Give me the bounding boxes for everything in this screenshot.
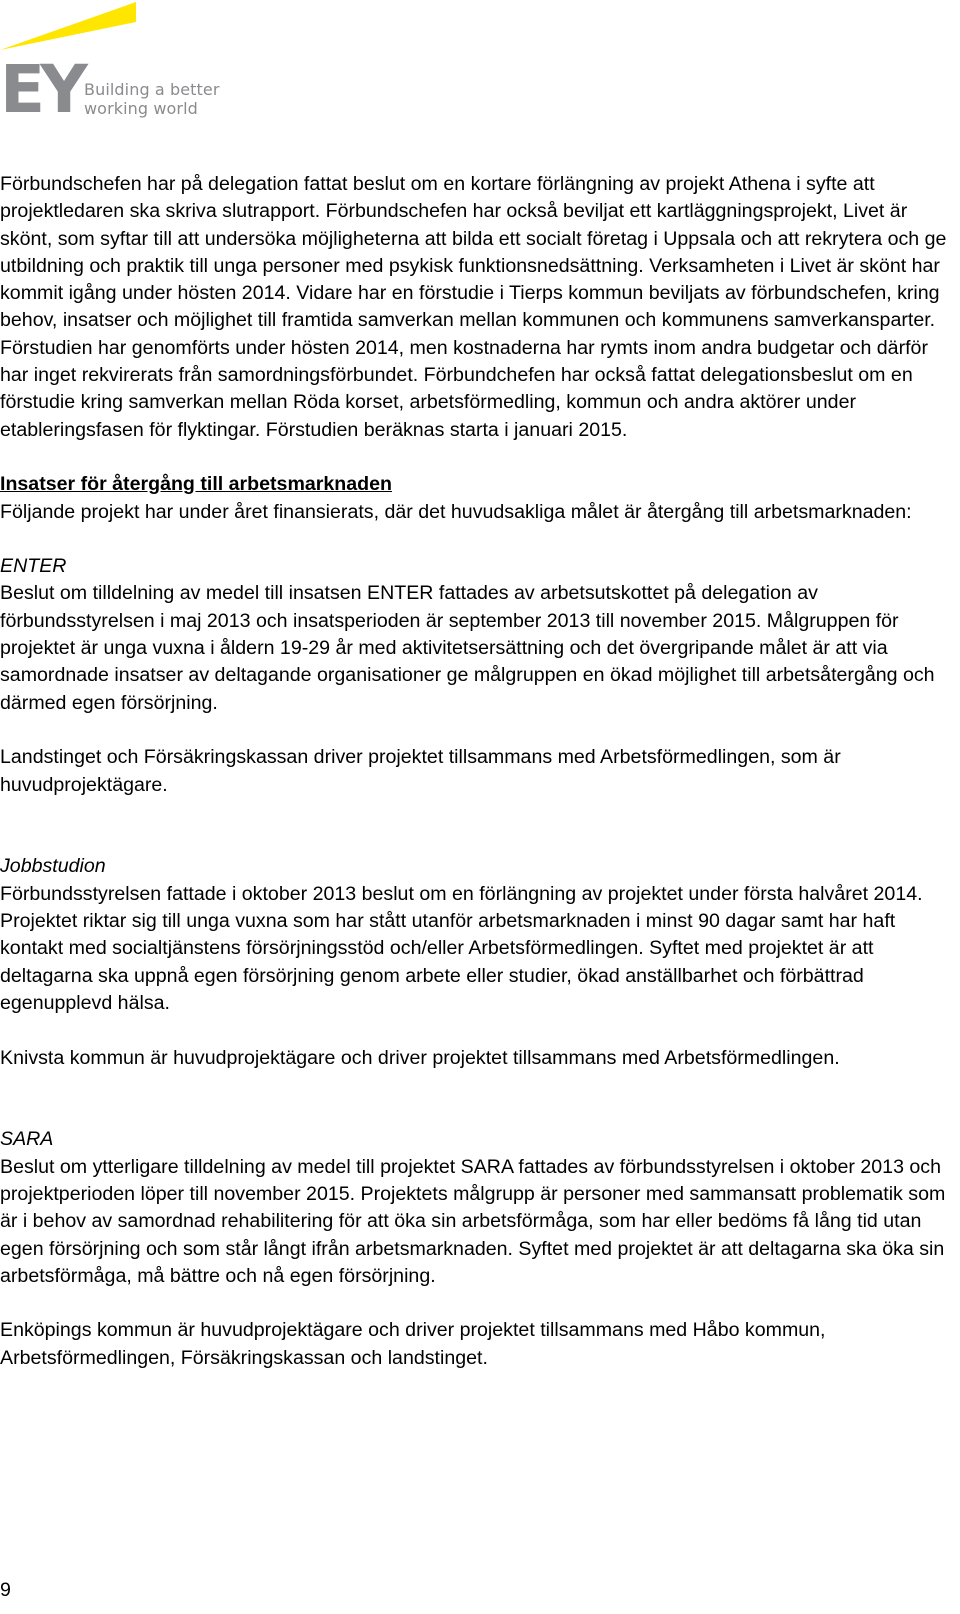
spacer	[0, 717, 950, 744]
jobbstudion-paragraph-1: Förbundsstyrelsen fattade i oktober 2013 beslut om en förlängning av projektet under första halvåret 2014. Projektet riktar sig till unga vuxna som har stått utanför arbetsmarknaden i minst 90 dagar samt har haft kontakt med socialtjänstens försörjningsstöd och/eller Arbetsförmedlingen. Syftet med projektet är att deltagarna ska uppnå egen försörjning genom arbete eller studier, ökad anställbarhet och förbättrad egenupplevd hälsa.	[0, 882, 923, 1014]
section-heading: Insatser för återgång till arbetsmarknaden	[0, 473, 392, 496]
sara-paragraph-2: Enköpings kommun är huvudprojektägare och driver projektet tillsammans med Håbo kommun, Arbetsförmedlingen, Försäkringskassan och landstinget.	[0, 1319, 826, 1369]
spacer	[0, 799, 950, 854]
ey-logo	[0, 0, 240, 125]
ey-logo-tagline	[84, 80, 220, 118]
document-body	[0, 171, 950, 1372]
spacer	[0, 1290, 950, 1317]
jobbstudion-paragraph-2: Knivsta kommun är huvudprojektägare och driver projektet tillsammans med Arbetsförmedlingen.	[0, 1046, 840, 1069]
spacer	[0, 1017, 950, 1044]
enter-paragraph-1: Beslut om tilldelning av medel till insatsen ENTER fattades av arbetsutskottet på delegation av förbundsstyrelsen i maj 2013 och insatsperioden är september 2013 till november 2015. Målgruppen för projektet är unga vuxna i åldern 19-29 år med aktivitetsersättning och det övergripande målet är att via samordnade insatser av deltagande organisationer ge målgruppen en ökad möjlighet till arbetsåtergång och därmed egen försörjning.	[0, 582, 935, 714]
spacer	[0, 444, 950, 471]
section-intro: Följande projekt har under året finansierats, där det huvudsakliga målet är återgång till arbetsmarknaden:	[0, 500, 912, 523]
enter-paragraph-2: Landstinget och Försäkringskassan driver projektet tillsammans med Arbetsförmedlingen, som är huvudprojektägare.	[0, 746, 841, 796]
ey-tagline-line2: working world	[84, 99, 198, 118]
enter-title: ENTER	[0, 555, 67, 578]
spacer	[0, 526, 950, 553]
ey-logo-beam	[0, 2, 136, 50]
page-number: 9	[0, 1579, 11, 1601]
spacer	[0, 1072, 950, 1127]
sara-paragraph-1: Beslut om ytterligare tilldelning av medel till projektet SARA fattades av förbundsstyrelsen i oktober 2013 och projektperioden löper till november 2015. Projektets målgrupp är personer med sammansatt problematik som är i behov av samordnad rehabilitering för att öka sin arbetsförmåga, som har eller bedöms få lång tid utan egen försörjning och som står långt ifrån arbetsmarknaden. Syftet med projektet är att deltagarna ska öka sin arbetsförmåga, må bättre och nå egen försörjning.	[0, 1155, 946, 1287]
jobbstudion-title: Jobbstudion	[0, 855, 106, 878]
ey-tagline-line1: Building a better	[84, 80, 220, 99]
sara-title: SARA	[0, 1128, 54, 1151]
ey-logo-wordmark: EY	[0, 51, 83, 125]
intro-paragraph: Förbundschefen har på delegation fattat beslut om en kortare förlängning av projekt Athena i syfte att projektledaren ska skriva slutrapport. Förbundschefen har också beviljat ett kartläggningsprojekt, Livet är skönt, som syftar till att undersöka möjligheterna att bilda ett socialt företag i Uppsala och att rekrytera och ge utbildning och praktik till unga personer med psykisk funktionsnedsättning. Verksamheten i Livet är skönt har kommit igång under hösten 2014. Vidare har en förstudie i Tierps kommun beviljats av förbundschefen, kring behov, insatser och möjlighet till framtida samverkan mellan kommunen och kommunens samverkansparter. Förstudien har genomförts under hösten 2014, men kostnaderna har rymts inom andra budgetar och därför har inget rekvirerats från samordningsförbundet. Förbundchefen har också fattat delegationsbeslut om en förstudie kring samverkan mellan Röda korset, arbetsförmedling, kommun och andra aktörer under etableringsfasen för flyktingar. Förstudien beräknas starta i januari 2015.	[0, 173, 947, 441]
